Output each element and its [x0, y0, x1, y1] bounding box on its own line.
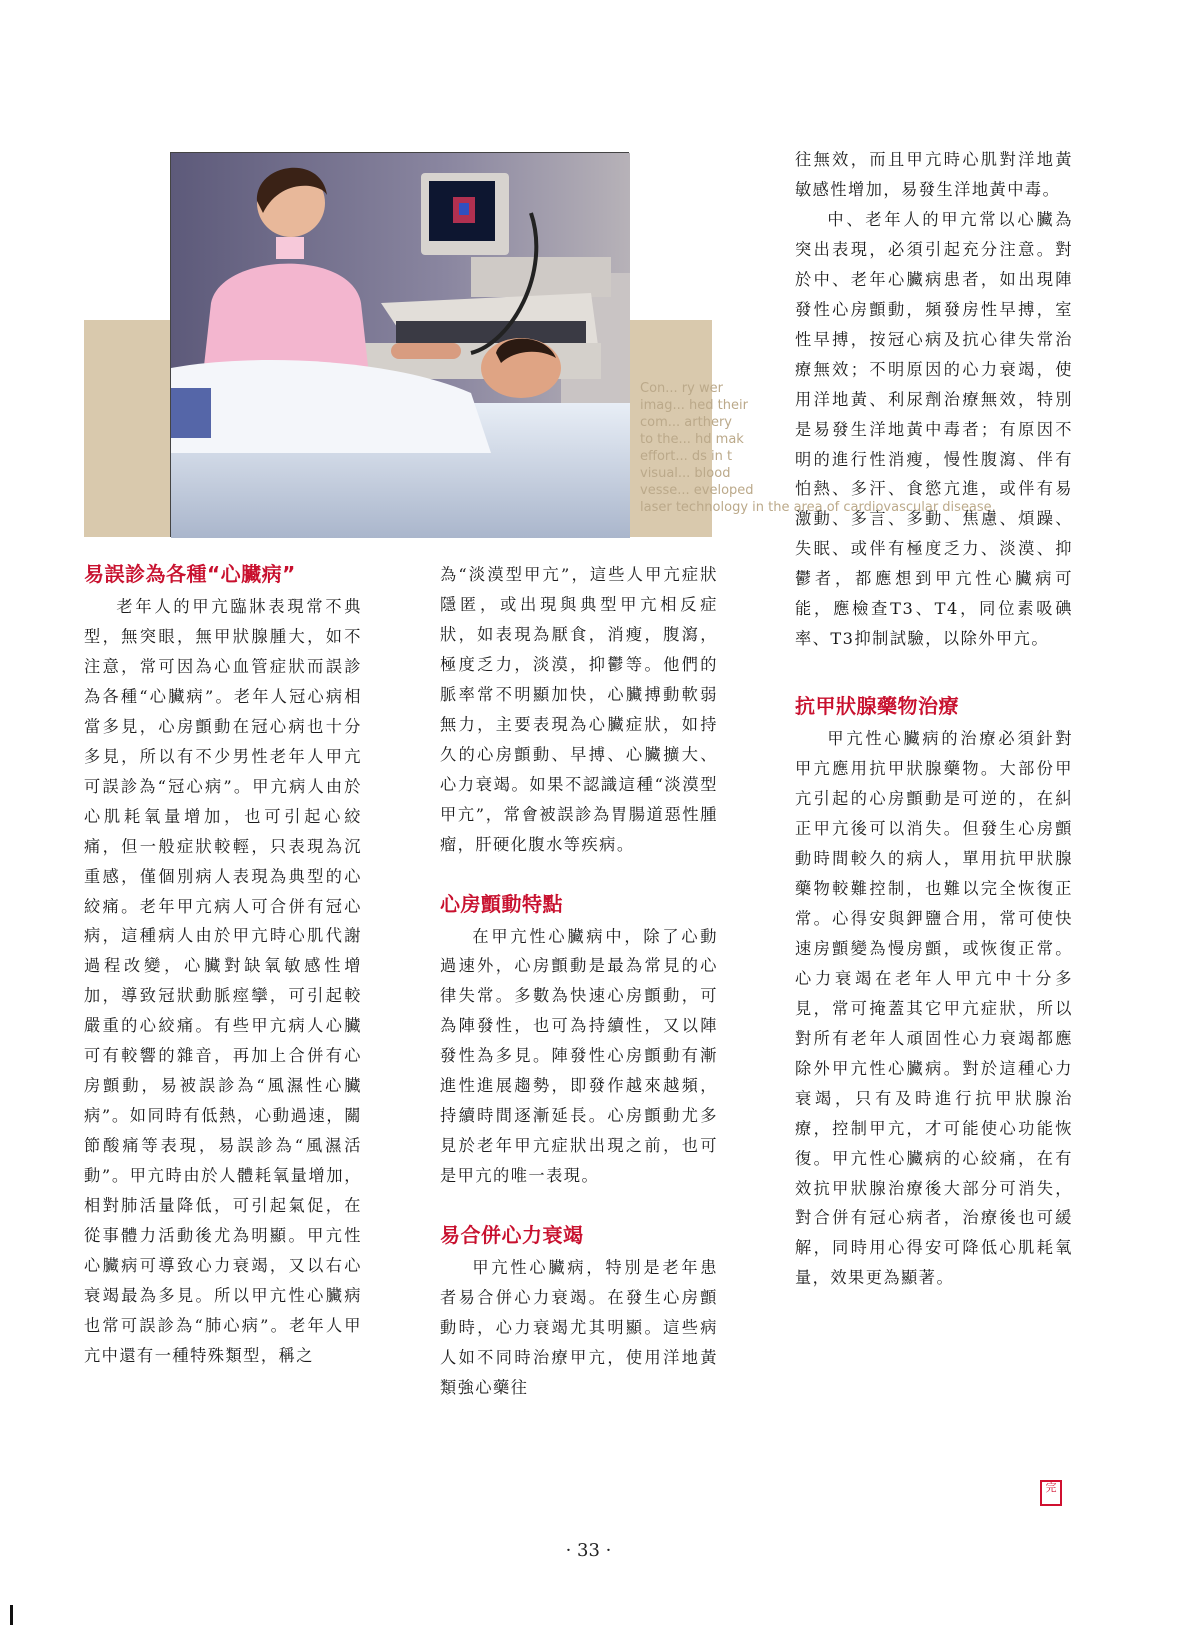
paragraph-misdiagnosis: 老年人的甲亢臨牀表現常不典型，無突眼，無甲狀腺腫大，如不注意，常可因為心血管症狀而誤診為各種“心臟病”。老年人冠心病相當多見，心房顫動在冠心病也十分多見，所以有不少男性老年人甲亢可誤診為“冠心病”。甲亢病人由於心肌耗氧量增加，也可引起心絞痛，但一般症狀較輕，只表現為沉重感，僅個別病人表現為典型的心絞痛。老年甲亢病人可合併有冠心病，這種病人由於甲亢時心肌代謝過程改變，心臟對缺氧敏感性增加，導致冠狀動脈痙攣，可引起較嚴重的心絞痛。有些甲亢病人心臟可有較響的雜音，再加上合併有心房顫動，易被誤診為“風濕性心臟病”。如同時有低熱，心動過速，關節酸痛等表現，易誤診為“風濕活動”。甲亢時由於人體耗氧量增加，相對肺活量降低，可引起氣促，在從事體力活動後尤為明顯。甲亢性心臟病可導致心力衰竭，又以右心衰竭最為多見。所以甲亢性心臟病也常可誤診為“肺心病”。老年人甲亢中還有一種特殊類型，稱之 [84, 597, 362, 1365]
paragraph-treatment: 甲亢性心臟病的治療必須針對甲亢應用抗甲狀腺藥物。大部份甲亢引起的心房顫動是可逆的，在糾正甲亢後可以消失。但發生心房顫動時間較久的病人，單用抗甲狀腺藥物較難控制，也難以完全恢復正常。心得安與鉀鹽合用，常可使快速房顫變為慢房顫，或恢復正常。心力衰竭在老年人甲亢中十分多見，常可掩蓋其它甲亢症狀，所以對所有老年人頑固性心力衰竭都應除外甲亢性心臟病。對於這種心力衰竭，只有及時進行抗甲狀腺治療，控制甲亢，才可能使心功能恢復。甲亢性心臟病的心絞痛，在有效抗甲狀腺治療後大部分可消失，對合併有冠心病者，治療後也可緩解，同時用心得安可降低心肌耗氧量，效果更為顯著。 [795, 729, 1073, 1288]
heading-misdiagnosis: 易誤診為各種“心臟病” [84, 562, 296, 586]
heading-heart-failure: 易合併心力衰竭 [440, 1223, 584, 1248]
paragraph-atrial-fibrillation: 在甲亢性心臟病中，除了心動過速外，心房顫動是最為常見的心律失常。多數為快速心房顫動，可為陣發性，也可為持續性，又以陣發性為多見。陣發性心房顫動有漸進性進展趨勢，即發作越來越頻，持續時間逐漸延長。心房顫動尤多見於老年甲亢症狀出現之前，也可是甲亢的唯一表現。 [440, 926, 718, 1186]
heading-antithyroid-treatment: 抗甲狀腺藥物治療 [795, 694, 959, 719]
ultrasound-exam-photo [170, 152, 629, 537]
section-gap [795, 654, 1073, 692]
page-number: · 33 · [565, 1540, 612, 1561]
end-mark-seal: 完 [1040, 1480, 1062, 1506]
margin-mark [10, 1605, 13, 1625]
paragraph-middle-aged: 中、老年人的甲亢常以心臟為突出表現，必須引起充分注意。對於中、老年心臟病患者，如出現陣發性心房顫動，頻發房性早搏，室性早搏，按冠心病及抗心律失常治療無效；不明原因的心力衰竭，使用洋地黃、利尿劑治療無效，特別是易發生洋地黃中毒者；有原因不明的進行性消瘦，慢性腹瀉、伴有怕熱、多汗、食慾亢進，或伴有易激動、多言、多動、焦慮、煩躁、失眠、或伴有極度乏力、淡漠、抑鬱者，都應想到甲亢性心臟病可能，應檢查T3、T4，同位素吸碘率、T3抑制試驗，以除外甲亢。 [795, 209, 1073, 649]
paragraph-apathetic-continued: 為“淡漠型甲亢”，這些人甲亢症狀隱匿，或出現與典型甲亢相反症狀，如表現為厭食，消瘦，腹瀉，極度乏力，淡漠，抑鬱等。他們的脈率常不明顯加快，心臟搏動軟弱無力，主要表現為心臟症狀，如持久的心房顫動、早搏、心臟擴大、心力衰竭。如果不認識這種“淡漠型甲亢”，常會被誤診為胃腸道惡性腫瘤，肝硬化腹水等疾病。 [440, 565, 718, 854]
section-gap [440, 860, 718, 890]
paragraph-heart-failure: 甲亢性心臟病，特別是老年患者易合併心力衰竭。在發生心房顫動時，心力衰竭尤其明顯。這些病人如不同時治療甲亢，使用洋地黃類強心藥往 [440, 1258, 718, 1397]
paragraph-digitalis-continued: 往無效，而且甲亢時心肌對洋地黃敏感性增加，易發生洋地黃中毒。 [795, 150, 1073, 199]
heading-atrial-fibrillation: 心房顫動特點 [440, 891, 563, 916]
column-middle [440, 560, 718, 1403]
band-background-text: Con... ry wer imag... hed their com... arthery to the... hd mak effort... ds in t visual... blood vesse... eveloped laser technology in the area of cardiovascular disease. [640, 381, 996, 515]
column-left [84, 560, 362, 1371]
column-right [795, 145, 1073, 1293]
photo-illustration [171, 153, 630, 538]
section-gap [440, 1191, 718, 1221]
